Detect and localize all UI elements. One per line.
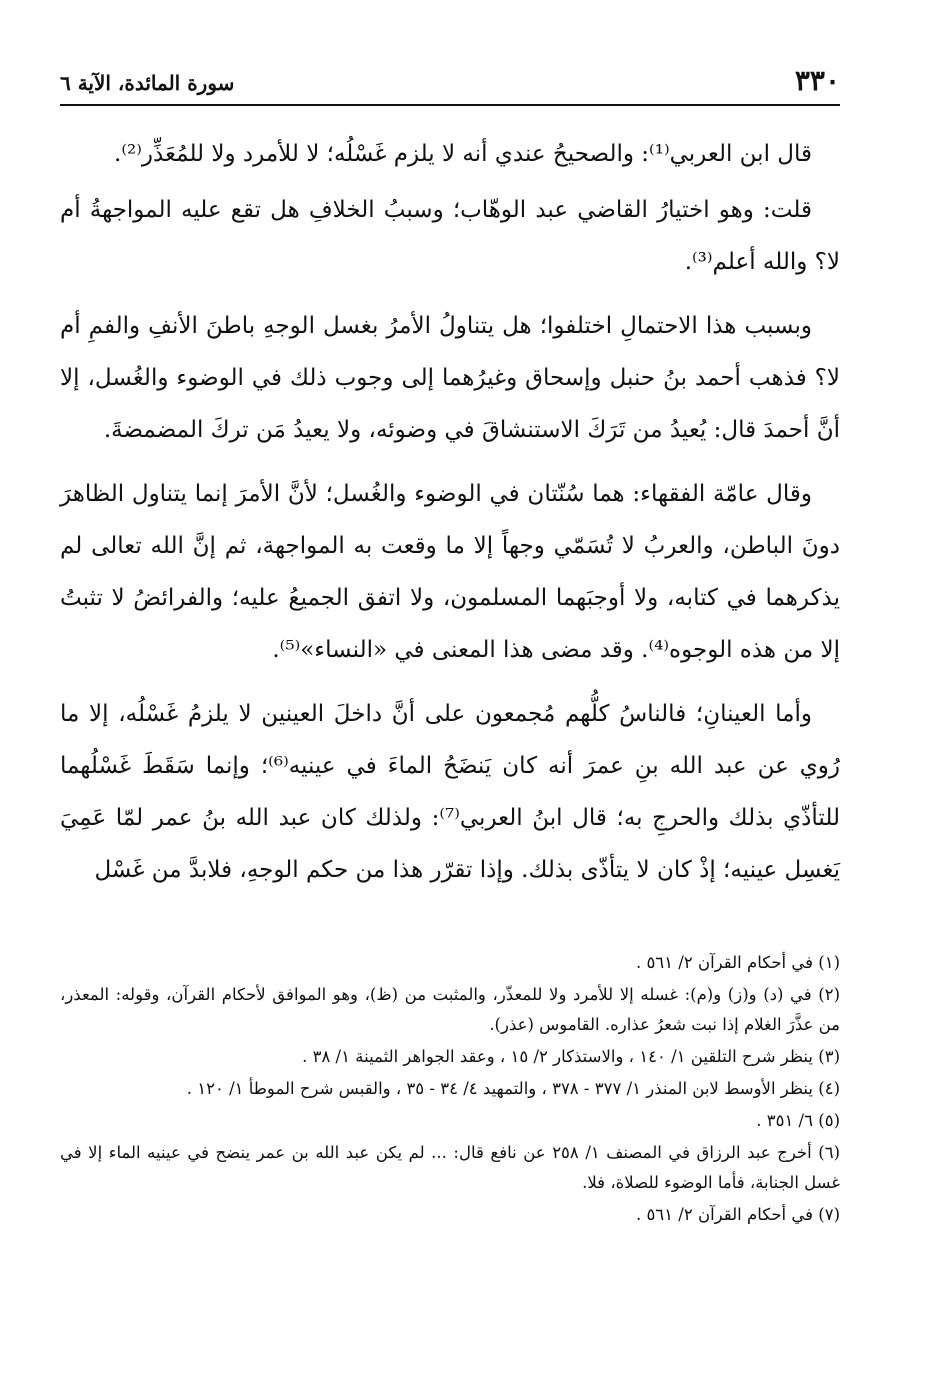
paragraph: وقال عامّة الفقهاء: هما سُنّتان في الوضوء والغُسل؛ لأنَّ الأمرَ إنما يتناول الظاهرَ دونَ الباطن، والعربُ لا تُسَمّي وجهاً إلا ما وقعت به المواجهة، ثم إنَّ الله تعالى لم يذكرهما في كتابه، ولا أوجبَهما المسلمون، ولا اتفق الجميعُ عليه؛ والفرائضُ لا تثبتُ إلا من هذه الوجوه⁽⁴⁾. وقد مضى هذا المعنى في «النساء»⁽⁵⁾. — [60, 481, 840, 663]
footnote: (١) في أحكام القرآن ٢/ ٥٦١ . — [635, 953, 840, 972]
page-number: ٣٣٠ — [794, 64, 840, 97]
footnote: (٢) في (د) و(ز) و(م): غسله إلا للأمرد ولا للمعذّر، والمثبت من (ظ)، وهو الموافق لأحكام القرآن، وقوله: المعذر، من عذَّرَ الغلام إذا نبت شعرُ عذاره. القاموس (عذر). — [60, 985, 841, 1034]
paragraph: وبسبب هذا الاحتمالِ اختلفوا؛ هل يتناولُ الأمرُ بغسل الوجهِ باطنَ الأنفِ والفمِ أم لا؟ فذهب أحمد بنُ حنبل وإسحاق وغيرُهما إلى وجوب ذلك في الوضوء والغُسل، إلا أنَّ أحمدَ قال: يُعيدُ من تَرَكَ الاستنشاقَ في وضوئه، ولا يعيدُ مَن تركَ المضمضةَ. — [60, 313, 840, 443]
main-text — [60, 128, 840, 908]
paragraph: وأما العينانِ؛ فالناسُ كلُّهم مُجمعون على أنَّ داخلَ العينين لا يلزمُ غَسْلُه، إلا ما رُوي عن عبد الله بنِ عمرَ أنه كان يَنضَحُ الماءَ في عينيه⁽⁶⁾؛ وإنما سَقَطَ غَسْلُهما للتأذّي بذلك والحرجِ به؛ قال ابنُ العربي⁽⁷⁾: ولذلك كان عبد الله بنُ عمر لمّا عَمِيَ يَغسِل عينيه؛ إذْ كان لا يتأذّى بذلك. وإذا تقرّر هذا من حكم الوجهِ، فلابدَّ من غَسْل — [60, 701, 840, 883]
paragraph: قال ابن العربي⁽¹⁾: والصحيحُ عندي أنه لا يلزم غَسْلُه؛ لا للأمرد ولا للمُعَذِّر⁽²⁾. — [114, 141, 812, 167]
footnote: (٤) ينظر الأوسط لابن المنذر ١/ ٣٧٧ - ٣٧٨ ، والتمهيد ٤/ ٣٤ - ٣٥ ، والقبس شرح الموطأ ١/ ١٢٠ . — [186, 1079, 840, 1098]
footnote: (٥) ٦/ ٣٥١ . — [756, 1111, 840, 1130]
footnote: (٧) في أحكام القرآن ٢/ ٥٦١ . — [635, 1205, 840, 1224]
paragraph: قلت: وهو اختيارُ القاضي عبد الوهّاب؛ وسببُ الخلافِ هل تقع عليه المواجهةُ أم لا؟ والله أعلم⁽³⁾. — [60, 197, 840, 275]
footnotes — [60, 948, 840, 1232]
footnote: (٣) ينظر شرح التلقين ١/ ١٤٠ ، والاستذكار ٢/ ١٥ ، وعقد الجواهر الثمينة ١/ ٣٨ . — [302, 1047, 840, 1066]
footnote: (٦) أخرج عبد الرزاق في المصنف ١/ ٢٥٨ عن نافع قال: ... لم يكن عبد الله بن عمر ينضح في عينيه الماء إلا في غسل الجنابة، فأما الوضوء للصلاة، فلا. — [60, 1143, 840, 1192]
running-head: سورة المائدة، الآية ٦ — [60, 71, 235, 95]
page-header — [60, 64, 840, 106]
